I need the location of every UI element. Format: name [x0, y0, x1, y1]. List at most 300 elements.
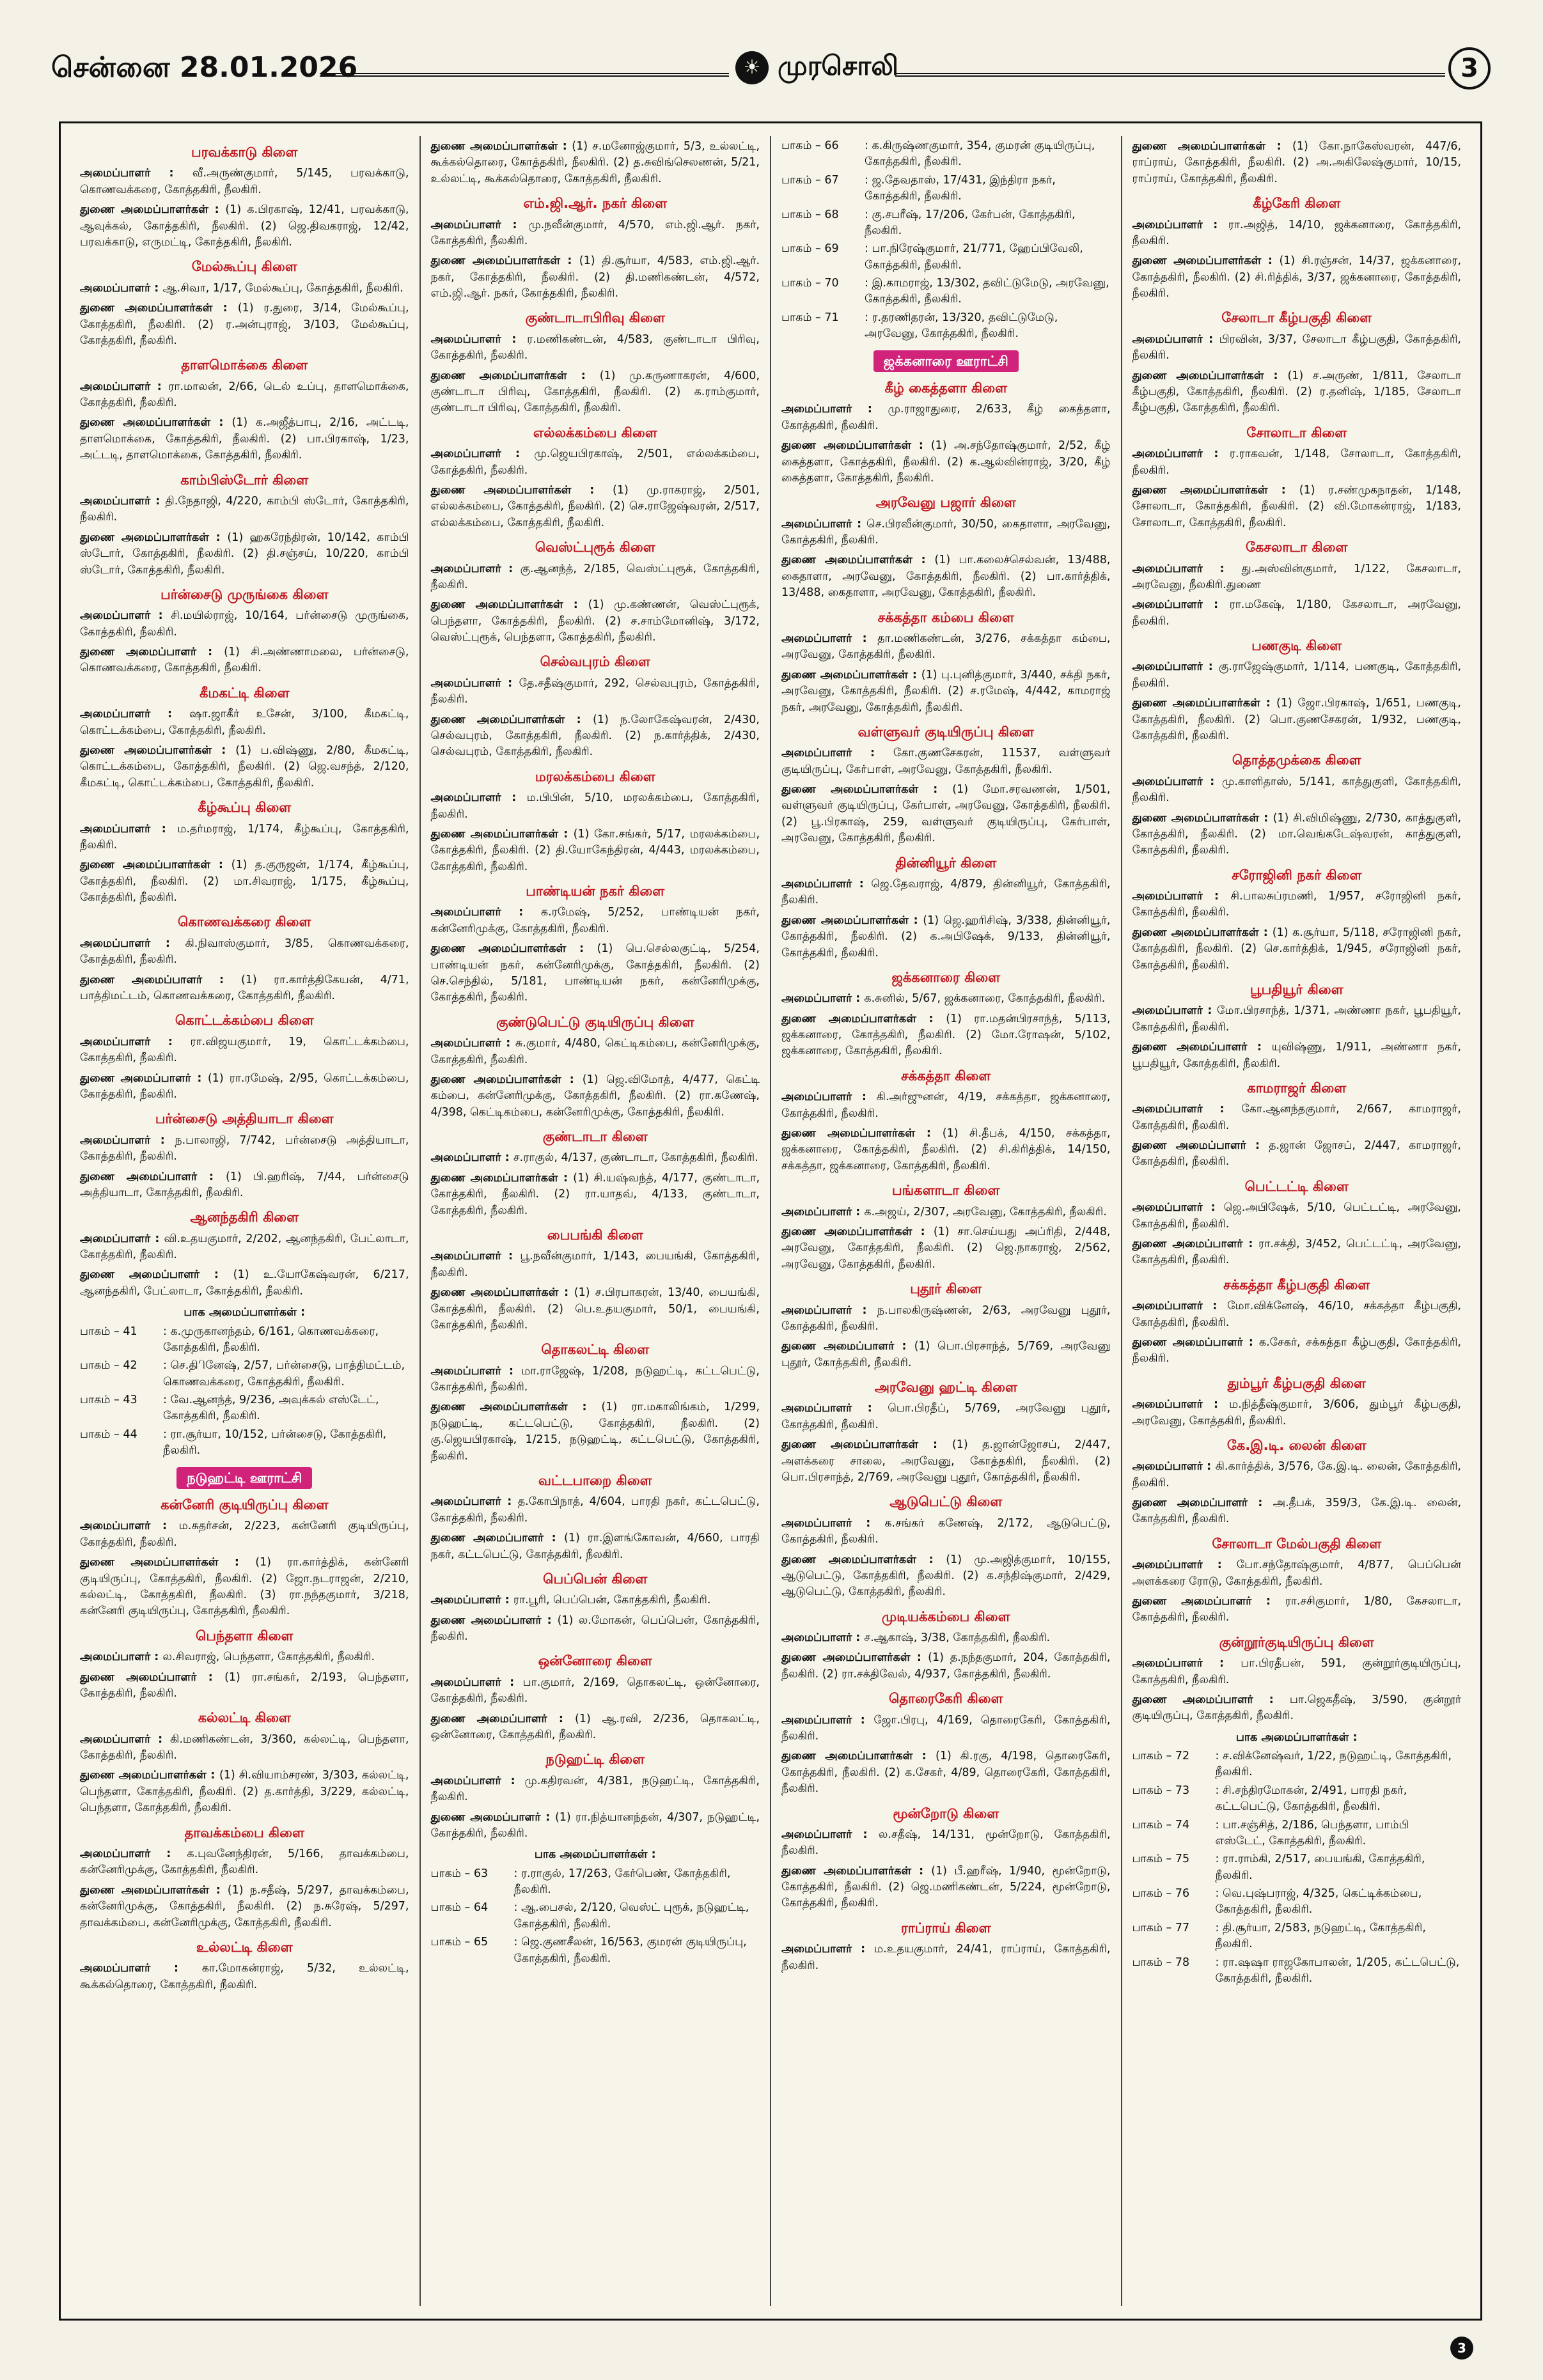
- role-label: அமைப்பாளர்: [1132, 1103, 1203, 1116]
- masthead-rule-left: [320, 73, 729, 77]
- branch-heading: வட்டபாறை கிளை: [538, 1472, 652, 1488]
- appointment-entry: [80, 857, 409, 906]
- appointment-entry: [1132, 368, 1462, 417]
- branch-heading: தாளமொக்கை கிளை: [181, 357, 308, 373]
- branch-heading: செல்வபுரம் கிளை: [540, 654, 650, 670]
- branch-heading: ஒன்னோரை கிளை: [538, 1653, 652, 1669]
- role-separator: :: [150, 380, 169, 393]
- role-separator: :: [852, 878, 872, 891]
- branch-heading: குன்றூர்குடியிருப்பு கிளை: [1219, 1634, 1374, 1650]
- booth-number: பாகம் – 76: [1132, 1887, 1190, 1901]
- appointment-entry: [80, 494, 409, 526]
- booth-appointee: : பா.நிரேஷ்குமார், 21/771, ஹேப்பிவேலி, கோத்தகிரி, நீலகிரி.: [865, 242, 1083, 272]
- branch-heading: நடுஹட்டி கிளை: [545, 1752, 645, 1768]
- booth-entry: [1132, 1886, 1462, 1918]
- appointee-details: (1) ரா.ரமேஷ், 2/95, கொட்டக்கம்பை, கோத்தகிரி, நீலகிரி.: [80, 1071, 409, 1101]
- role-label: அமைப்பாளர்: [430, 1676, 501, 1689]
- role-label: துணை அமைப்பாளர்கள்: [430, 1073, 561, 1086]
- appointee-details: மு.ஜெயபிரகாஷ், 2/501, எல்லக்கம்பை, கோத்தகிரி, நீலகிரி.: [430, 447, 760, 477]
- branch-heading: சோலாடா மேல்பகுதி கிளை: [1212, 1536, 1382, 1552]
- role-label: அமைப்பாளர்: [1132, 447, 1203, 461]
- branch-heading: ஜக்கனாரை கிளை: [891, 969, 1001, 985]
- role-label: துணை அமைப்பாளர்கள்: [781, 1750, 913, 1763]
- booth-appointee: : இ.காமராஜ், 13/302, தவிட்டுமேடு, அரவேனு, கோத்தகிரி, நீலகிரி.: [865, 277, 1109, 306]
- role-separator: :: [150, 937, 185, 950]
- appointee-details: (1) சி.ரஞ்சன், 14/37, ஜக்கனாரை, கோத்தகிரி, நீலகிரி. (2) சி.ரித்திக், 3/37, ஜக்கனாரை, கோத்தகிரி, நீலகிரி.: [1132, 254, 1462, 300]
- role-separator: :: [501, 218, 529, 231]
- role-separator: :: [1202, 1201, 1224, 1215]
- role-separator: :: [540, 1810, 555, 1824]
- appointment-entry: [1132, 597, 1462, 630]
- appointment-entry: [80, 1231, 409, 1264]
- appointment-entry: [431, 1810, 760, 1842]
- appointee-details: (1) தி.சூர்யா, 4/583, எம்.ஜி.ஆர். நகர், கோத்தகிரி, நீலகிரி. (2) தி.மணிகண்டன், 4/572, எம்.ஜி.ஆர். நகர், கோத்தகிரி, நீலகிரி.: [430, 254, 760, 300]
- appointee-details: ரா.பூரி, பெப்பென், கோத்தகிரி, நீலகிரி.: [513, 1594, 711, 1607]
- appointment-entry: [1132, 1039, 1462, 1072]
- role-separator: :: [202, 973, 241, 986]
- booth-number: பாகம் – 64: [430, 1901, 489, 1915]
- role-separator: :: [1242, 1335, 1259, 1349]
- role-label: அமைப்பாளர்: [781, 632, 852, 645]
- role-separator: :: [565, 713, 593, 726]
- branch-heading: கேசலாடா கிளை: [1246, 540, 1348, 556]
- role-label: அமைப்பாளர்: [781, 1303, 852, 1317]
- appointment-entry: [1132, 1397, 1462, 1429]
- appointee-details: (1) ல.மோகன், பெப்பென், கோத்தகிரி, நீலகிரி.: [430, 1614, 760, 1644]
- branch-heading: கே.இ.டி. லைன் கிளை: [1226, 1437, 1367, 1453]
- appointee-details: போ.சந்தோஷ்குமார், 4/877, பெப்பென் அளக்கரை ரோடு, கோத்தகிரி, நீலகிரி.: [1132, 1559, 1461, 1588]
- role-label: துணை அமைப்பாளர்: [430, 1810, 541, 1824]
- appointment-entry: [431, 561, 760, 594]
- panchayat-heading: நடுஹட்டி ஊராட்சி: [176, 1467, 312, 1489]
- appointee-details: (1) ச.மனோஜ்குமார், 5/3, உல்லட்டி, கூக்கல்தொரை, கோத்தகிரி, நீலகிரி. (2) த.சுவிங்செலணன், 5/21, உல்லட்டி, கூக்கல்தொரை, கோத்தகிரி, நீலகிரி.: [430, 140, 760, 185]
- appointment-entry: [80, 300, 409, 349]
- appointee-details: தே.சதீஷ்குமார், 292, செல்வபுரம், கோத்தகிரி, நீலகிரி.: [430, 676, 760, 706]
- role-label: அமைப்பாளர்: [80, 1847, 151, 1860]
- appointee-details: (1) ஜோ.பிரகாஷ், 1/651, பணகுடி, கோத்தகிரி, நீலகிரி. (2) பொ.குணசேகரன், 1/932, பணகுடி, கோத்தகிரி, நீலகிரி.: [1132, 697, 1461, 742]
- role-separator: :: [1202, 1657, 1241, 1670]
- appointment-entry: [781, 1303, 1111, 1335]
- appointee-details: பூ.நவீன்குமார், 1/143, பையங்கி, கோத்தகிரி, நீலகிரி.: [430, 1250, 760, 1279]
- role-separator: :: [567, 369, 600, 382]
- role-label: அமைப்பாளர்: [781, 1205, 852, 1218]
- appointment-entry: [431, 941, 760, 1006]
- appointee-details: ம.பிபின், 5/10, மரலக்கம்பை, கோத்தகிரி, நீலகிரி.: [430, 791, 760, 821]
- role-separator: :: [210, 859, 231, 872]
- role-label: துணை அமைப்பாளர்கள்: [430, 483, 572, 497]
- role-separator: :: [150, 1732, 171, 1746]
- appointment-entry: [1132, 1495, 1462, 1528]
- booth-number: பாகம் – 73: [1132, 1784, 1190, 1797]
- appointee-details: மோ.பிரசாந்த், 1/371, அண்ணா நகர், பூபதியூர், கோத்தகிரி, நீலகிரி.: [1132, 1004, 1461, 1034]
- role-separator: :: [501, 1495, 518, 1509]
- role-label: அமைப்பாளர்: [80, 1133, 151, 1147]
- role-separator: :: [191, 1071, 208, 1085]
- appointment-entry: [1132, 1298, 1462, 1331]
- appointee-details: சி.பாலசுப்ரமணி, 1/957, சரோஜினி நகர், கோத்தகிரி, நீலகிரி.: [1132, 890, 1461, 919]
- role-label: அமைப்பாளர்: [430, 218, 501, 231]
- booth-appointee: : ரா.ராம்கி, 2/517, பையங்கி, கோத்தகிரி, நீலகிரி.: [1215, 1853, 1425, 1882]
- branch-heading: சரோஜினி நகர் கிளை: [1232, 867, 1362, 883]
- booth-entry: [1132, 1955, 1462, 1987]
- appointment-entry: [781, 1126, 1111, 1174]
- appointee-details: சி.மயில்ராஜ், 10/164, பர்ன்சைடு முருங்கை, கோத்தகிரி, நீலகிரி.: [80, 609, 409, 639]
- role-label: அமைப்பாளர்: [1132, 660, 1203, 674]
- role-label: அமைப்பாளர்: [781, 1713, 852, 1727]
- branch-heading: முடியக்கம்பை கிளை: [881, 1608, 1010, 1624]
- appointment-entry: [431, 446, 760, 479]
- role-label: துணை அமைப்பாளர்கள்: [781, 1438, 919, 1452]
- booth-number: பாகம் – 66: [781, 139, 839, 152]
- branch-heading: பெப்பென் கிளை: [543, 1571, 648, 1587]
- role-label: அமைப்பாளர்: [781, 1091, 852, 1104]
- branch-heading: சக்கத்தா கிளை: [901, 1068, 991, 1084]
- role-separator: :: [547, 1712, 576, 1725]
- appointment-entry: [431, 1711, 760, 1744]
- role-label: அமைப்பாளர்: [430, 676, 501, 690]
- appointee-details: ரா.மாலன், 2/66, டெல் உப்பு, தாளமொக்கை, கோத்தகிரி, நீலகிரி.: [80, 380, 409, 410]
- appointee-details: (1) ரா.மகாலிங்கம், 1/299, நடுஹட்டி, கட்டபெட்டு, கோத்தகிரி, நீலகிரி. (2) கு.ஜெயபிரகாஷ், 1/215, நடுஹட்டி, கட்டபெட்டு, கோத்தகிரி, நீலகிரி.: [430, 1401, 760, 1463]
- appointment-entry: [80, 379, 409, 412]
- appointment-entry: [80, 743, 409, 791]
- branch-heading: சோலாடா கிளை: [1246, 424, 1347, 440]
- role-label: துணை அமைப்பாளர்: [430, 1614, 542, 1627]
- appointment-entry: [781, 1204, 1111, 1220]
- appointee-details: ஜோ.பிரபு, 4/169, தொரைகேரி, கோத்தகிரி, நீலகிரி.: [781, 1713, 1111, 1743]
- role-label: அமைப்பாளர்: [80, 380, 151, 393]
- role-label: துணை அமைப்பாளர்கள்: [1132, 369, 1264, 382]
- branch-heading: தொத்தமுக்கை கிளை: [1232, 752, 1361, 768]
- role-label: துணை அமைப்பாளர்: [781, 1340, 895, 1353]
- role-separator: :: [212, 302, 238, 315]
- role-label: அமைப்பாளர்: [1132, 1398, 1203, 1412]
- appointee-details: ச.ஆகாஷ், 3/38, கோத்தகிரி, நீலகிரி.: [864, 1631, 1051, 1645]
- appointment-entry: [431, 1773, 760, 1806]
- role-label: அமைப்பாளர்: [781, 992, 852, 1006]
- role-label: அமைப்பாளர்: [430, 1594, 501, 1607]
- branch-heading: குண்டுபெட்டு குடியிருப்பு கிளை: [496, 1014, 694, 1030]
- appointment-entry: [80, 821, 409, 854]
- appointee-details: (1) பு.புனித்குமார், 3/440, சக்தி நகர், அரவேனு, கோத்தகிரி, நீலகிரி. (2) ச.ரமேஷ், 4/442, காமராஜ் நகர், அரவேனு, கோத்தகிரி, நீலகிரி.: [781, 668, 1111, 714]
- appointee-details: ம.நித்தீஷ்குமார், 3/606, தும்பூர் கீழ்பகுதி, அரவேனு, கோத்தகிரி, நீலகிரி.: [1132, 1398, 1461, 1427]
- role-separator: :: [150, 1962, 202, 1975]
- booth-appointee: : வே.ஆனந்த், 9/236, அவுக்கல் எஸ்டேட், கோத்தகிரி, நீலகிரி.: [163, 1394, 379, 1423]
- appointment-entry: [1132, 1335, 1462, 1367]
- appointment-entry: [431, 483, 760, 531]
- role-label: அமைப்பாளர்: [1132, 1657, 1203, 1670]
- role-label: துணை அமைப்பாளர்: [1132, 1335, 1243, 1349]
- branch-heading: பூபதியூர் கிளை: [1249, 981, 1343, 997]
- role-label: துணை அமைப்பாளர்கள்: [781, 554, 912, 567]
- role-label: அமைப்பாளர்: [781, 403, 852, 416]
- role-label: அமைப்பாளர்: [781, 1828, 852, 1841]
- role-separator: :: [501, 1774, 525, 1787]
- role-label: துணை அமைப்பாளர்கள்: [430, 1171, 558, 1185]
- role-separator: :: [1202, 1300, 1228, 1313]
- role-label: துணை அமைப்பாளர்கள்: [430, 369, 567, 382]
- role-label: துணை அமைப்பாளர்கள்: [430, 713, 565, 726]
- appointee-details: கி.மணிகண்டன், 3/360, கல்லட்டி, பெந்தளா, கோத்தகிரி, நீலகிரி.: [80, 1732, 409, 1762]
- booth-entry: [80, 1427, 409, 1459]
- appointment-entry: [781, 1827, 1111, 1860]
- role-label: அமைப்பாளர்: [430, 1495, 501, 1509]
- branch-heading: காம்பிஸ்டோர் கிளை: [180, 472, 309, 488]
- appointment-entry: [1132, 1101, 1462, 1134]
- branch-heading: சக்கத்தா கீழ்பகுதி கிளை: [1223, 1277, 1370, 1293]
- booth-number: பாகம் – 75: [1132, 1853, 1190, 1866]
- appointee-details: (1) பெ.செல்லகுட்டி, 5/254, பாண்டியன் நகர், கன்னேரிமுக்கு, கோத்தகிரி, நீலகிரி. (2) செ.செந்தில், 5/181, பாண்டியன் நகர், கன்னேரிமுக்கு, கோத்தகிரி, நீலகிரி.: [430, 942, 760, 1004]
- role-label: துணை அமைப்பாளர்கள்: [781, 1225, 912, 1238]
- role-label: அமைப்பாளர்: [1132, 218, 1203, 231]
- appointment-entry: [781, 1863, 1111, 1912]
- role-label: துணை அமைப்பாளர்கள்: [80, 1556, 219, 1569]
- appointment-entry: [80, 1883, 409, 1931]
- role-label: துணை அமைப்பாளர்: [1132, 1238, 1243, 1250]
- booth-number: பாகம் – 44: [80, 1427, 137, 1441]
- role-separator: :: [218, 1556, 256, 1569]
- role-separator: :: [561, 1073, 583, 1086]
- appointment-entry: [431, 332, 760, 364]
- role-separator: :: [1246, 1139, 1269, 1153]
- appointment-entry: [1132, 1138, 1462, 1171]
- role-label: அமைப்பாளர்: [1132, 1559, 1203, 1572]
- role-separator: :: [150, 822, 178, 836]
- booth-entry: [431, 1900, 760, 1933]
- appointment-entry: [80, 1034, 409, 1067]
- appointment-entry: [781, 876, 1111, 909]
- role-label: துணை அமைப்பாளர்: [80, 1071, 191, 1085]
- role-separator: :: [563, 598, 588, 612]
- appointee-details: (1) பா.கலைச்செல்வன், 13/488, கைதாளா, அரவேனு, கோத்தகிரி, நீலகிரி. (2) பா.கார்த்திக், 13/488, கைதாளா, அரவேனு, கோத்தகிரி, நீலகிரி.: [781, 554, 1111, 600]
- role-separator: :: [501, 1037, 515, 1050]
- role-label: துணை அமைப்பாளர்கள்: [80, 416, 211, 430]
- role-separator: :: [566, 942, 597, 956]
- appointee-details: த.ஜான் ஜோசப், 2/447, காமராஜர், கோத்தகிரி, நீலகிரி.: [1132, 1139, 1461, 1169]
- appointee-details: (1) சி.விமிஷ்ணு, 2/730, காத்துகுளி, கோத்தகிரி, நீலகிரி. (2) மா.வெங்கடேஷ்வரன், காத்துகுளி, கோத்தகிரி, நீலகிரி.: [1132, 811, 1462, 857]
- appointment-entry: [781, 517, 1111, 549]
- appointment-entry: [431, 253, 760, 302]
- role-separator: :: [196, 1670, 225, 1684]
- role-label: துணை அமைப்பாளர்கள்: [80, 531, 209, 544]
- role-separator: :: [150, 609, 171, 623]
- appointment-entry: [431, 1285, 760, 1334]
- role-label: அமைப்பாளர்: [80, 609, 151, 623]
- role-separator: :: [915, 1127, 943, 1140]
- role-label: துணை அமைப்பாளர்கள்: [430, 254, 561, 268]
- appointment-entry: [781, 1941, 1111, 1974]
- branch-heading: தின்னியூர் கிளை: [895, 855, 997, 871]
- role-label: துணை அமைப்பாளர்: [80, 1170, 198, 1183]
- booth-number: பாகம் – 41: [80, 1325, 137, 1338]
- booth-entry: [1132, 1748, 1462, 1781]
- role-separator: :: [894, 1340, 914, 1353]
- role-separator: :: [1247, 1041, 1272, 1054]
- role-separator: :: [150, 281, 163, 295]
- branch-heading: சக்கத்தா கம்பை கிளை: [877, 609, 1014, 625]
- role-label: துணை அமைப்பாளர்கள்: [1132, 254, 1262, 268]
- appointment-entry: [781, 401, 1111, 434]
- role-label: துணை அமைப்பாளர்கள்: [430, 1401, 568, 1414]
- appointee-details: ம.உதயகுமார், 24/41, ராப்ராய், கோத்தகிரி, நீலகிரி.: [781, 1943, 1111, 1972]
- appointee-details: (1) ந.லோகேஷ்வரன், 2/430, செல்வபுரம், கோத்தகிரி, நீலகிரி. (2) ந.கார்த்திக், 2/430, செல்வபுரம், கோத்தகிரி, நீலகிரி.: [430, 713, 760, 759]
- role-label: துணை அமைப்பாளர்கள்: [80, 1769, 207, 1782]
- role-separator: :: [852, 517, 867, 531]
- role-separator: :: [916, 1553, 946, 1566]
- appointee-details: (1) மு.கருணாகரன், 4/600, குண்டாடா பிரிவு, கோத்தகிரி, நீலகிரி. (2) க.ராம்குமார், குண்டாடா பிரிவு, கோத்தகிரி, நீலகிரி.: [430, 369, 760, 415]
- appointment-entry: [431, 217, 760, 250]
- appointee-details: (1) ரா.சங்கர், 2/193, பெந்தளா, கோத்தகிரி, நீலகிரி.: [80, 1670, 409, 1700]
- role-label: துணை அமைப்பாளர்: [1132, 1139, 1246, 1153]
- booth-appointee: : ஜெ.குணசீலன், 16/563, குமரன் குடியிருப்பு, கோத்தகிரி, நீலகிரி.: [513, 1936, 747, 1965]
- appointee-details: (1) மு.கண்ணன், வெஸ்ட்புரூக், பெந்தளா, கோத்தகிரி, நீலகிரி. (2) ச.சாம்மோனிஷ், 3/172, வெஸ்ட்புரூக், பெந்தளா, கோத்தகிரி, நீலகிரி.: [430, 598, 760, 644]
- appointment-entry: [781, 1089, 1111, 1122]
- role-separator: :: [908, 914, 923, 927]
- appointee-details: க.புவனேந்திரன், 5/166, தாவக்கம்பை, கன்னேரிமுக்கு, கோத்தகிரி, நீலகிரி.: [80, 1847, 409, 1877]
- booth-number: பாகம் – 78: [1132, 1956, 1190, 1969]
- role-separator: :: [150, 1232, 164, 1245]
- branch-heading: கல்லட்டி கிளை: [198, 1710, 291, 1726]
- appointee-details: (1) க.அஜீத்பாபு, 2/16, அட்டடி, தாளமொக்கை, கோத்தகிரி, நீலகிரி. (2) பா.பிரகாஷ், 1/23, அட்டடி, தாளமொக்கை, கோத்தகிரி, நீலகிரி.: [80, 416, 409, 462]
- booth-appointee: : செ.திினேஷ், 2/57, பர்ன்சைடு, பாத்திமட்டம், கொணவக்கரை, கோத்தகிரி, நீலகிரி.: [163, 1359, 405, 1388]
- appointment-entry: [1132, 1692, 1462, 1725]
- booth-number: பாகம் – 68: [781, 208, 839, 221]
- booth-appointee: : ச.விக்னேஷ்வர், 1/22, நடுஹட்டி, கோத்தகிரி, நீலகிரி.: [1215, 1750, 1452, 1779]
- column-3: [770, 136, 1121, 2306]
- appointee-details: (1) சா.செய்யது அப்ரிதி, 2/448, அரவேனு, கோத்தகிரி, நீலகிரி. (2) ஜெ.நாகராஜ், 2/562, அரவேனு, கோத்தகிரி, நீலகிரி.: [781, 1225, 1111, 1271]
- role-separator: :: [912, 554, 935, 567]
- appointee-details: த.கோபிநாத், 4/604, பாரதி நகர், கட்டபெட்டு, கோத்தகிரி, நீலகிரி.: [430, 1495, 760, 1525]
- appointee-details: மு.ராஜாதுரை, 2/633, கீழ் கைத்தளா, கோத்தகிரி, நீலகிரி.: [781, 403, 1111, 432]
- role-separator: :: [852, 1631, 865, 1645]
- role-label: துணை அமைப்பாளர்கள்: [781, 783, 919, 797]
- appointee-details: மு.கதிரவன், 4/381, நடுஹட்டி, கோத்தகிரி, நீலகிரி.: [430, 1774, 760, 1804]
- branch-heading: அரவேனு ஹட்டி கிளை: [874, 1380, 1017, 1395]
- appointee-details: க.சுனில், 5/67, ஜக்கனாரை, கோத்தகிரி, நீலகிரி.: [864, 992, 1106, 1006]
- role-separator: :: [852, 1943, 875, 1956]
- appointee-details: (1) சி.யஷ்வந்த், 4/177, குண்டாடா, கோத்தகிரி, நீலகிரி. (2) ரா.யாதவ், 4/133, குண்டாடா, கோத்தகிரி, நீலகிரி.: [430, 1171, 760, 1217]
- booth-appointee: : ஜ.தேவதாஸ், 17/431, இந்திரா நகர், கோத்தகிரி, நீலகிரி.: [865, 173, 1056, 203]
- booth-number: பாகம் – 72: [1132, 1750, 1190, 1763]
- role-label: துணை அமைப்பாளர்கள்: [430, 942, 567, 956]
- role-label: துணை அமைப்பாளர்கள்: [781, 1012, 916, 1025]
- masthead-logo: [735, 50, 898, 85]
- appointment-entry: [1132, 217, 1462, 250]
- branch-heading: காமராஜர் கிளை: [1247, 1080, 1347, 1096]
- appointment-entry: [80, 1169, 409, 1202]
- appointee-details: (1) ந.சதீஷ், 5/297, தாவக்கம்பை, கன்னேரிமுக்கு, கோத்தகிரி, நீலகிரி. (2) ந.சுரேஷ், 5/297, தாவக்கம்பை, கன்னேரிமுக்கு, கோத்தகிரி, நீலகிரி.: [80, 1883, 409, 1929]
- appointment-entry: [431, 1675, 760, 1707]
- appointment-entry: [80, 1846, 409, 1879]
- booth-entry: [781, 310, 1111, 343]
- role-separator: :: [1261, 254, 1280, 268]
- appointment-entry: [1132, 696, 1462, 744]
- article-frame: [59, 121, 1482, 2321]
- appointee-details: (1) ப.விஷ்ணு, 2/80, கீமகட்டி, கொட்டக்கம்பை, கோத்தகிரி, நீலகிரி. (2) ஜெ.வசந்த், 2/120, கீமகட்டி, கொட்டக்கம்பை, கோத்தகிரி, நீலகிரி.: [80, 744, 409, 789]
- booth-entry: [80, 1392, 409, 1425]
- role-separator: :: [501, 1594, 513, 1607]
- appointment-entry: [1132, 561, 1462, 594]
- section-subheading: பாக அமைப்பாளர்கள் :: [184, 1306, 306, 1319]
- appointee-details: ம.சுதர்சன், 2/223, கன்னேரி குடியிருப்பு, கோத்தகிரி, நீலகிரி.: [80, 1520, 409, 1549]
- role-label: துணை அமைப்பாளர்கள்: [781, 1553, 916, 1566]
- appointment-entry: [781, 1339, 1111, 1371]
- appointee-details: (1) ர.சண்முகநாதன், 1/148, சோலாடா, கோத்தகிரி, நீலகிரி. (2) வி.மோகன்ராஜ், 1/183, சோலாடா, கோத்தகிரி, நீலகிரி.: [1132, 483, 1461, 529]
- role-separator: :: [852, 1303, 877, 1317]
- appointment-entry: [80, 1649, 409, 1665]
- role-separator: :: [150, 708, 189, 721]
- role-separator: :: [910, 1651, 928, 1665]
- branch-heading: தாவக்கம்பை கிளை: [184, 1824, 304, 1840]
- section-subheading: பாக அமைப்பாளர்கள் :: [1235, 1731, 1358, 1744]
- booth-appointee: : ரா.ஷஷா ராஜகோபாலன், 1/205, கட்டபெட்டு, கோத்தகிரி, நீலகிரி.: [1215, 1956, 1460, 1985]
- booth-appointee: : வெ.புஷ்பராஜ், 4/325, கெட்டிக்கம்பை, கோத்தகிரி, நீலகிரி.: [1215, 1887, 1422, 1917]
- column-4: [1121, 136, 1472, 2306]
- role-separator: :: [501, 447, 535, 461]
- branch-heading: கன்னேரி குடியிருப்பு கிளை: [161, 1497, 329, 1513]
- sun-emblem-icon: ☀: [735, 51, 769, 84]
- appointment-entry: [1132, 1656, 1462, 1688]
- appointment-entry: [431, 1150, 760, 1166]
- columns-container: [70, 136, 1471, 2306]
- appointment-entry: [781, 1437, 1111, 1486]
- appointee-details: கா.மோகன்ராஜ், 5/32, உல்லட்டி, கூக்கல்தொரை, கோத்தகிரி, நீலகிரி.: [80, 1962, 409, 1991]
- appointment-entry: [781, 1650, 1111, 1683]
- appointment-entry: [80, 202, 409, 251]
- role-label: அமைப்பாளர்: [1132, 1300, 1203, 1313]
- role-label: அமைப்பாளர்: [1132, 1460, 1203, 1474]
- appointee-details: (1) பி.ஹரிஷ், 7/44, பர்ன்சைடு அத்தியாடா, கோத்தகிரி, நீலகிரி.: [80, 1170, 409, 1199]
- appointment-entry: [781, 1630, 1111, 1646]
- branch-heading: பாண்டியன் நகர் கிளை: [526, 883, 665, 899]
- role-separator: :: [197, 1170, 226, 1183]
- appointment-entry: [80, 644, 409, 677]
- role-label: அமைப்பாளர்: [430, 906, 501, 919]
- role-separator: :: [209, 1883, 228, 1897]
- role-label: அமைப்பாளர்: [781, 878, 852, 891]
- appointment-entry: [80, 936, 409, 968]
- appointee-details: (1) மு.ராகராஜ், 2/501, எல்லக்கம்பை, கோத்தகிரி, நீலகிரி. (2) செ.ராஜேஷ்வரன், 2/517, எல்லக்கம்பை, கோத்தகிரி, நீலகிரி.: [430, 483, 760, 529]
- appointee-details: கு.ஆனந்த், 2/185, வெஸ்ட்புரூக், கோத்தகிரி, நீலகிரி.: [430, 562, 760, 591]
- role-separator: :: [501, 791, 527, 805]
- role-separator: :: [852, 403, 888, 416]
- appointee-details: கி.நிவாஸ்குமார், 3/85, கொணவக்கரை, கோத்தகிரி, நீலகிரி.: [80, 937, 409, 967]
- role-label: துணை அமைப்பாளர்: [80, 1670, 197, 1684]
- column-2: [419, 136, 771, 2306]
- appointment-entry: [1132, 1459, 1462, 1491]
- role-separator: :: [501, 562, 521, 575]
- appointee-details: க.சங்கர் கணேஷ், 2/172, ஆடுபெட்டு, கோத்தகிரி, நீலகிரி.: [781, 1516, 1111, 1546]
- role-label: அமைப்பாளர்: [1132, 332, 1203, 346]
- role-label: அமைப்பாளர்: [80, 1232, 151, 1245]
- role-label: துணை அமைப்பாளர்கள்: [781, 1651, 911, 1665]
- appointee-details: கி.அர்ஜுனன், 4/19, சக்கத்தா, ஜக்கனாரை, கோத்தகிரி, நீலகிரி.: [781, 1091, 1111, 1120]
- appointment-entry: [80, 1961, 409, 1993]
- branch-heading: பர்ன்சைடு அத்தியாடா கிளை: [155, 1111, 334, 1127]
- role-label: அமைப்பாளர்: [80, 281, 151, 295]
- role-separator: :: [852, 1402, 888, 1415]
- role-label: அமைப்பாளர்: [430, 791, 501, 805]
- appointee-details: (1) ரா.கார்த்திக், கன்னேரி குடியிருப்பு, கோத்தகிரி, நீலகிரி. (2) ஜோ.நடராஜன், 2/210, கல்லட்டி, கோத்தகிரி, நீலகிரி. (3) ரா.நந்தகுமார், 3/218, கன்னேரி குடியிருப்பு, கோத்தகிரி, நீலகிரி.: [80, 1556, 409, 1618]
- booth-entry: [80, 1358, 409, 1390]
- appointee-details: ரா.சக்தி, 3/452, பெட்டட்டி, அரவேனு, கோத்தகிரி, நீலகிரி.: [1132, 1238, 1461, 1267]
- appointee-details: ந.பாலாஜி, 7/742, பர்ன்சைடு அத்தியாடா, கோத்தகிரி, நீலகிரி.: [80, 1133, 409, 1163]
- appointee-details: ந.பாலகிருஷ்ணன், 2/63, அரவேனு புதூர், கோத்தகிரி, நீலகிரி.: [781, 1303, 1111, 1333]
- role-label: அமைப்பாளர்: [80, 1732, 151, 1746]
- appointment-entry: [781, 667, 1111, 716]
- appointee-details: யுவிஷ்ணு, 1/911, அண்ணா நகர், பூபதியூர், கோத்தகிரி, நீலகிரி.: [1132, 1041, 1462, 1070]
- branch-heading: அரவேனு பஜார் கிளை: [875, 495, 1016, 511]
- role-separator: :: [1202, 1103, 1242, 1116]
